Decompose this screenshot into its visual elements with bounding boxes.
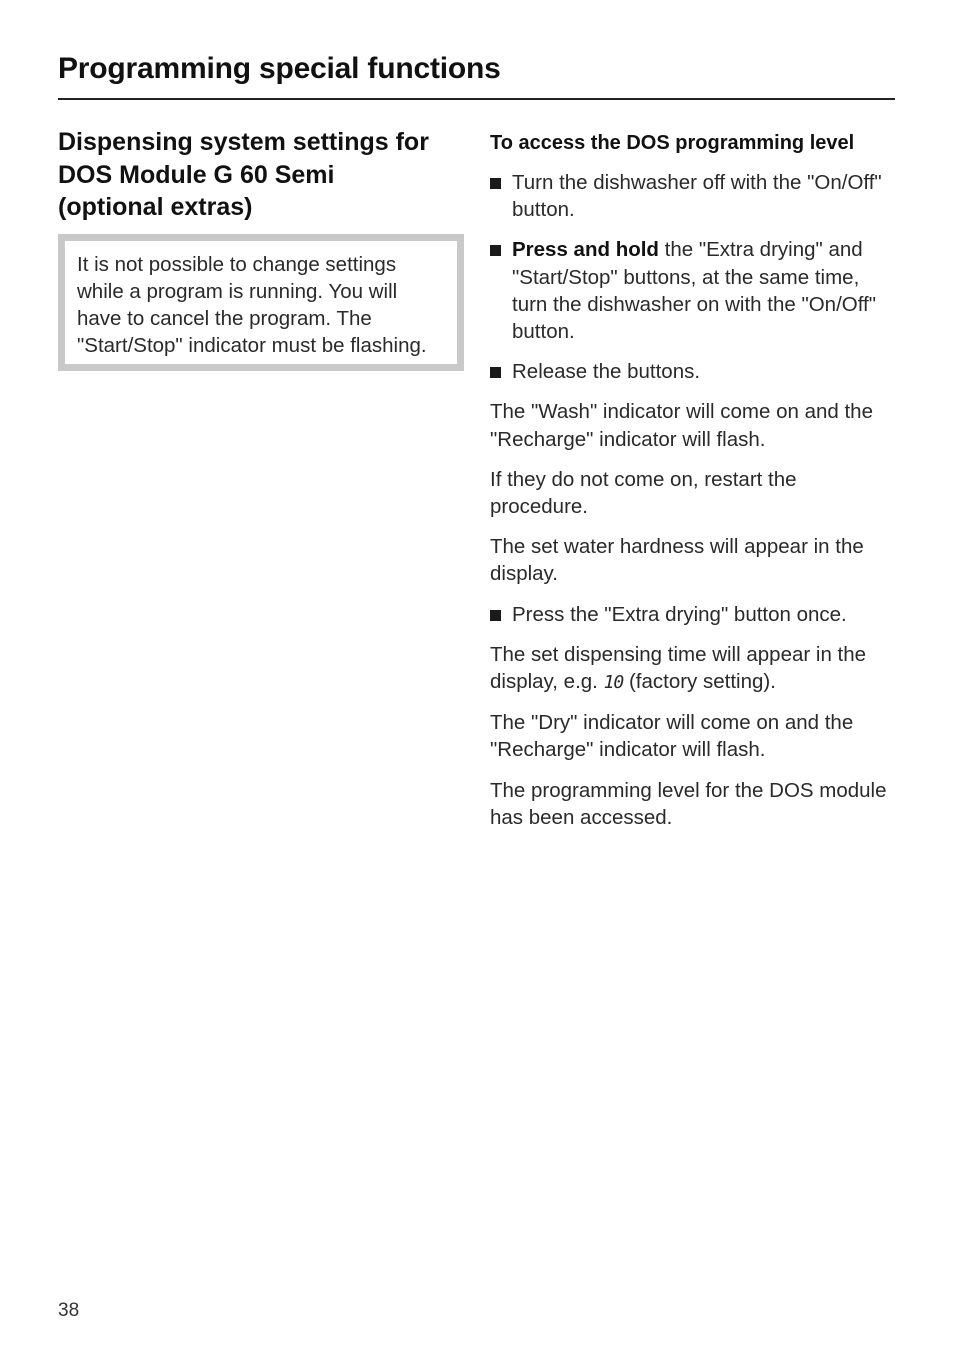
list-item <box>490 169 900 223</box>
subheading: To access the DOS programming level <box>490 132 855 154</box>
list-item <box>490 358 900 385</box>
right-column <box>490 130 900 844</box>
list-item-text: Press the "Extra drying" button once. <box>512 602 847 626</box>
square-bullet-icon <box>490 610 501 621</box>
list-item-text: the "Extra drying" and "Start/Stop" buttons, at the same time, turn the dishwasher on with the "On/Off" button. <box>512 238 877 344</box>
section-heading-line-1: Dispensing system settings for <box>58 128 429 156</box>
section-heading-line-3: (optional extras) <box>58 193 253 221</box>
page-number: 38 <box>58 1300 80 1321</box>
paragraph-text: The set dispensing time will appear in the display, e.g. <box>490 642 867 694</box>
square-bullet-icon <box>490 245 501 256</box>
title-rule <box>58 98 895 100</box>
square-bullet-icon <box>490 367 501 378</box>
list-item-text: Release the buttons. <box>512 360 701 384</box>
list-item <box>490 236 900 345</box>
square-bullet-icon <box>490 178 501 189</box>
note-box <box>58 234 464 372</box>
paragraph: The programming level for the DOS module has been accessed. <box>490 778 887 829</box>
list-item-text: Turn the dishwasher off with the "On/Off" button. <box>512 171 882 222</box>
page-title: Programming special functions <box>58 52 501 85</box>
paragraph: The "Dry" indicator will come on and the "Recharge" indicator will flash. <box>490 711 854 762</box>
paragraph: The "Wash" indicator will come on and the "Recharge" indicator will flash. <box>490 400 873 451</box>
left-column <box>58 126 468 371</box>
paragraph-text: (factory setting). <box>623 670 776 694</box>
note-text: It is not possible to change settings while a program is running. You will have to cancel the program. The "Start/Stop" indicator must be flashing. <box>77 252 427 358</box>
list-item <box>490 601 900 628</box>
paragraph: The set water hardness will appear in the display. <box>490 535 864 586</box>
section-heading-line-2: DOS Module G 60 Semi <box>58 160 335 189</box>
paragraph: If they do not come on, restart the procedure. <box>490 467 797 519</box>
display-digits: 10 <box>603 672 624 694</box>
paragraph <box>490 641 900 696</box>
section-heading <box>58 126 468 224</box>
list-item-bold-text: Press and hold <box>512 238 659 262</box>
